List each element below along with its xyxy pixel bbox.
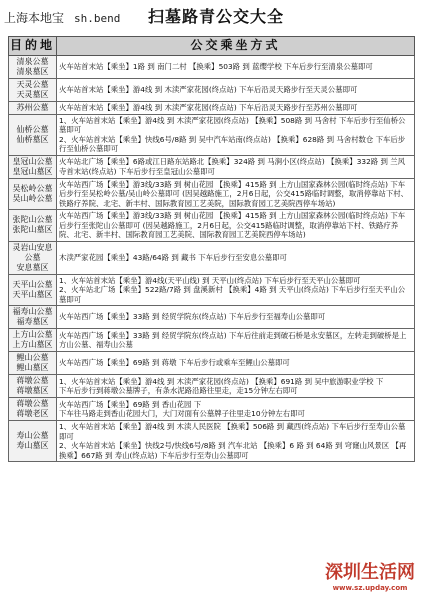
site-name: 上海本地宝	[4, 11, 65, 25]
table-row	[9, 274, 415, 305]
route-cell: 火车站首末站【乘坐】游4线 到 木渎严家花园(终点站) 下车后沿灵天路步行至苏州公墓即可	[57, 102, 415, 115]
table-row	[9, 102, 415, 115]
route-cell: 1、火车站首末站【乘坐】游4线 到 木渎严家花园(终点站) 【换乘】691路 到 吴中旅游职业学校 下 下车后步行到蒋墩公墓牌子，有条水泥路沿路往里走，走15分钟左右即可	[57, 375, 415, 398]
route-cell: 1、火车站首末站【乘坐】游4线 到 木渎人民医院 【换乘】506路 到 藏西(终点站) 下车后步行至寿山公墓即可 2、火车站首末站【乘坐】快线2号/快线6号/8路 到 汽车北站 【换乘】6 路 到 64路 到 穹窿山风景区 【再换乘】667路 到 寿山(终点站) 下车后步行至寿山公墓即可	[57, 421, 415, 462]
table-row	[9, 56, 415, 79]
table-row	[9, 178, 415, 209]
table-row	[9, 352, 415, 375]
route-cell: 火车站西广场【乘坐】33路 到 经贸学院东(终点站) 下车后步行至福寿山公墓即可	[57, 306, 415, 329]
table-body	[9, 56, 415, 462]
destination-cell: 张陀山公墓 张陀山墓区	[9, 210, 57, 241]
watermark-logo	[322, 558, 418, 592]
table-header-row	[9, 37, 415, 56]
destination-cell: 寿山公墓 寿山墓区	[9, 421, 57, 462]
route-cell: 火车站西广场【乘坐】69路 到 蒋墩 下车后步行或乘车至鲤山公墓即可	[57, 352, 415, 375]
route-cell: 火车站西广场【乘坐】33路 到 经贸学院东(终点站) 下车后往前走到破石桥是永安墓区，左转走到破桥是上方山公墓、福寿山公墓	[57, 329, 415, 352]
destination-cell: 皇冠山公墓 皇冠山墓区	[9, 155, 57, 178]
destination-cell: 清泉公墓 清泉墓区	[9, 56, 57, 79]
column-header-method: 公交乘坐方式	[57, 37, 415, 56]
column-header-destination: 目的地	[9, 37, 57, 56]
route-cell: 火车站西广场【乘坐】游3线/33路 到 树山花园 【换乘】415路 到 上方山国家森林公园(临时终点站) 下车后步行至吴松岭公墓/吴山岭公墓即可 (因吴越路施工，2月6日起，公交415路临时调整，取消停靠站下村、铁路疗养院、北宅、新丰村、国际教育园工艺美院，国际教育园工艺美院西停车场站)	[57, 178, 415, 209]
site-label	[4, 9, 120, 26]
table-row	[9, 306, 415, 329]
table-row	[9, 329, 415, 352]
route-cell: 1、火车站首末站【乘坐】游4线 到 木渎严家花园(终点站) 【换乘】508路 到 马舍村 下车后步行至仙桥公墓即可 2、火车站首末站【乘坐】快线6号/8路 到 吴中汽车站南(终点站) 【换乘】628路 到 马舍村数仓 下车后步行至仙桥公墓即可	[57, 115, 415, 156]
route-cell: 火车站西广场【乘坐】游3线/33路 到 树山花园 【换乘】415路 到 上方山国家森林公园(临时终点站) 下车后步行至张陀山公墓即可 (因吴越路施工，2月6日起，公交415路临时调整，取消停靠站下村、铁路疗养院、北宅、新丰村、国际教育园工艺美院、国际教育园工艺美院西停车场站)	[57, 210, 415, 241]
route-cell: 火车站首末站【乘坐】1路 到 南门二村 【换乘】503路 到 蓝缨学校 下车后步行至清泉公墓即可	[57, 56, 415, 79]
table-row	[9, 421, 415, 462]
destination-cell: 苏州公墓	[9, 102, 57, 115]
table-row	[9, 115, 415, 156]
destination-cell: 吴松岭公墓 吴山岭公墓	[9, 178, 57, 209]
destination-cell: 蒋墩公墓 蒋墩墓区	[9, 375, 57, 398]
table-row	[9, 155, 415, 178]
route-cell: 火车站西广场【乘坐】69路 到 香山花园 下 下车往马路走到香山花园大门，大门对面有公墓牌子往里走10分钟左右即可	[57, 398, 415, 421]
route-cell: 1、火车站首末站【乘坐】游4线(天平山线) 到 天平山(终点站) 下车后步行至天平山公墓即可 2、火车站北广场【乘坐】522路/7路 到 盘溪新村 【换乘】4路 到 天平山(终点站) 下车后步行至天平山公墓即可	[57, 274, 415, 305]
destination-cell: 天灵公墓 天灵墓区	[9, 79, 57, 102]
route-cell: 火车站首末站【乘坐】游4线 到 木渎严家花园(终点站) 下车后沿灵天路步行至天灵公墓即可	[57, 79, 415, 102]
destination-cell: 上方山公墓 上方山墓区	[9, 329, 57, 352]
watermark-url: www.sz.upday.com	[332, 584, 408, 592]
bus-route-table	[8, 36, 415, 462]
table-row	[9, 210, 415, 241]
destination-cell: 天平山公墓 天平山墓区	[9, 274, 57, 305]
watermark-logo-text: 深圳生活网	[322, 558, 418, 584]
document-title: 扫墓路青公交大全	[148, 7, 285, 26]
destination-cell: 灵岩山安息公墓 安息墓区	[9, 241, 57, 274]
route-cell: 木渎严家花园【乘坐】43路/64路 到 藏书 下车后步行至安息公墓即可	[57, 241, 415, 274]
destination-cell: 仙桥公墓 仙桥墓区	[9, 115, 57, 156]
site-url[interactable]: sh.bend	[74, 12, 121, 25]
route-cell: 火车站北广场【乘坐】6路或江日路东站路北【换乘】324路 到 马涧小区(终点站) 【换乘】332路 到 兰风寺首末站(终点站) 下车后步行至皇冠山公墓即可	[57, 155, 415, 178]
table-row	[9, 79, 415, 102]
table-row	[9, 241, 415, 274]
destination-cell: 蒋墩公墓 蒋墩老区	[9, 398, 57, 421]
destination-cell: 鲤山公墓 鲤山墓区	[9, 352, 57, 375]
destination-cell: 福寿山公墓 福寿墓区	[9, 306, 57, 329]
page-header	[0, 0, 422, 36]
table-row	[9, 375, 415, 398]
table-row	[9, 398, 415, 421]
